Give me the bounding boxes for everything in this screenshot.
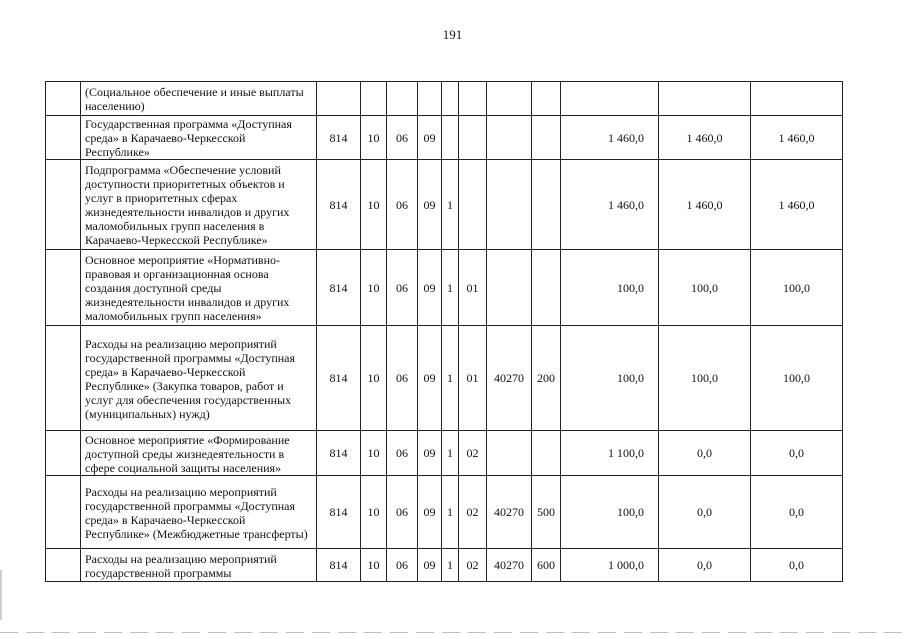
amount-year-3: 1 460,0 xyxy=(751,116,843,160)
code-subprogram xyxy=(442,82,459,116)
code-pr: 06 xyxy=(387,431,418,476)
code-expense-type: 600 xyxy=(532,549,561,582)
code-main-activity: 01 xyxy=(459,326,487,431)
code-program: 09 xyxy=(418,250,442,326)
code-pr: 06 xyxy=(387,476,418,549)
code-direction xyxy=(487,116,532,160)
row-description: Расходы на реализацию мероприятий государственной программы «Доступная среда» в Карачаево-Черкесской Республике» (Закупка товаров, работ и услуг для обеспечения государственных (муниципальных) нужд) xyxy=(81,326,317,431)
code-ved: 814 xyxy=(317,116,361,160)
code-subprogram: 1 xyxy=(442,160,459,250)
code-expense-type: 500 xyxy=(532,476,561,549)
code-rz: 10 xyxy=(361,326,387,431)
amount-year-1: 100,0 xyxy=(561,476,659,549)
code-pr: 06 xyxy=(387,160,418,250)
row-description: Расходы на реализацию мероприятий государственной программы xyxy=(81,549,317,582)
amount-year-3: 100,0 xyxy=(751,326,843,431)
row-blank-cell xyxy=(46,160,81,250)
code-direction xyxy=(487,431,532,476)
code-expense-type xyxy=(532,431,561,476)
code-pr: 06 xyxy=(387,250,418,326)
code-program: 09 xyxy=(418,116,442,160)
code-pr xyxy=(387,82,418,116)
code-rz xyxy=(361,82,387,116)
code-subprogram: 1 xyxy=(442,250,459,326)
code-main-activity: 01 xyxy=(459,250,487,326)
table-row xyxy=(46,326,843,431)
amount-year-2: 0,0 xyxy=(659,476,751,549)
code-program xyxy=(418,82,442,116)
code-direction: 40270 xyxy=(487,326,532,431)
amount-year-1: 1 460,0 xyxy=(561,160,659,250)
amount-year-1: 100,0 xyxy=(561,326,659,431)
code-program: 09 xyxy=(418,431,442,476)
code-direction: 40270 xyxy=(487,476,532,549)
amount-year-3 xyxy=(751,82,843,116)
amount-year-3: 0,0 xyxy=(751,549,843,582)
code-program: 09 xyxy=(418,476,442,549)
row-blank-cell xyxy=(46,82,81,116)
code-direction xyxy=(487,82,532,116)
table-row xyxy=(46,476,843,549)
row-blank-cell xyxy=(46,476,81,549)
code-ved: 814 xyxy=(317,250,361,326)
code-expense-type xyxy=(532,82,561,116)
amount-year-1 xyxy=(561,82,659,116)
code-ved: 814 xyxy=(317,549,361,582)
amount-year-3: 0,0 xyxy=(751,476,843,549)
row-description: Основное мероприятие «Формирование доступной среды жизнедеятельности в сфере социальной защиты населения» xyxy=(81,431,317,476)
scan-bottom-artifact xyxy=(0,632,905,633)
code-direction xyxy=(487,250,532,326)
code-rz: 10 xyxy=(361,431,387,476)
amount-year-2: 1 460,0 xyxy=(659,160,751,250)
code-main-activity: 02 xyxy=(459,549,487,582)
amount-year-1: 1 460,0 xyxy=(561,116,659,160)
code-main-activity: 02 xyxy=(459,431,487,476)
table-row xyxy=(46,250,843,326)
code-subprogram: 1 xyxy=(442,431,459,476)
code-ved: 814 xyxy=(317,431,361,476)
code-subprogram: 1 xyxy=(442,326,459,431)
code-rz: 10 xyxy=(361,549,387,582)
code-subprogram: 1 xyxy=(442,549,459,582)
amount-year-1: 1 000,0 xyxy=(561,549,659,582)
code-main-activity xyxy=(459,160,487,250)
amount-year-2 xyxy=(659,82,751,116)
amount-year-2: 1 460,0 xyxy=(659,116,751,160)
amount-year-1: 100,0 xyxy=(561,250,659,326)
code-subprogram xyxy=(442,116,459,160)
code-program: 09 xyxy=(418,160,442,250)
code-ved: 814 xyxy=(317,476,361,549)
code-rz: 10 xyxy=(361,116,387,160)
code-program: 09 xyxy=(418,549,442,582)
table-row xyxy=(46,549,843,582)
scan-edge-shadow xyxy=(0,570,2,620)
table-row xyxy=(46,160,843,250)
budget-table xyxy=(45,81,843,582)
row-blank-cell xyxy=(46,116,81,160)
code-pr: 06 xyxy=(387,326,418,431)
code-main-activity xyxy=(459,82,487,116)
amount-year-3: 1 460,0 xyxy=(751,160,843,250)
code-main-activity xyxy=(459,116,487,160)
row-description: Расходы на реализацию мероприятий государственной программы «Доступная среда» в Карачаево-Черкесской Республике» (Межбюджетные трансферты) xyxy=(81,476,317,549)
amount-year-2: 100,0 xyxy=(659,326,751,431)
amount-year-2: 0,0 xyxy=(659,431,751,476)
code-ved: 814 xyxy=(317,160,361,250)
amount-year-2: 100,0 xyxy=(659,250,751,326)
code-main-activity: 02 xyxy=(459,476,487,549)
code-program: 09 xyxy=(418,326,442,431)
code-expense-type xyxy=(532,116,561,160)
code-ved: 814 xyxy=(317,326,361,431)
code-direction: 40270 xyxy=(487,549,532,582)
code-expense-type xyxy=(532,250,561,326)
code-subprogram: 1 xyxy=(442,476,459,549)
amount-year-3: 0,0 xyxy=(751,431,843,476)
amount-year-3: 100,0 xyxy=(751,250,843,326)
row-description: Основное мероприятие «Нормативно-правовая и организационная основа создания доступной среды жизнедеятельности инвалидов и других маломобильных групп населения» xyxy=(81,250,317,326)
row-blank-cell xyxy=(46,549,81,582)
code-pr: 06 xyxy=(387,549,418,582)
amount-year-1: 1 100,0 xyxy=(561,431,659,476)
row-description: Подпрограмма «Обеспечение условий доступности приоритетных объектов и услуг в приоритетных сферах жизнедеятельности инвалидов и других маломобильных групп населения в Карачаево-Черкесской Республике» xyxy=(81,160,317,250)
code-rz: 10 xyxy=(361,160,387,250)
table-row xyxy=(46,116,843,160)
code-expense-type xyxy=(532,160,561,250)
code-direction xyxy=(487,160,532,250)
row-blank-cell xyxy=(46,250,81,326)
amount-year-2: 0,0 xyxy=(659,549,751,582)
code-rz: 10 xyxy=(361,476,387,549)
code-ved xyxy=(317,82,361,116)
table-row xyxy=(46,431,843,476)
code-expense-type: 200 xyxy=(532,326,561,431)
table-row xyxy=(46,82,843,116)
row-description: Государственная программа «Доступная среда» в Карачаево-Черкесской Республике» xyxy=(81,116,317,160)
code-rz: 10 xyxy=(361,250,387,326)
row-description: (Социальное обеспечение и иные выплаты населению) xyxy=(81,82,317,116)
row-blank-cell xyxy=(46,326,81,431)
code-pr: 06 xyxy=(387,116,418,160)
page-number: 191 xyxy=(442,27,463,42)
row-blank-cell xyxy=(46,431,81,476)
